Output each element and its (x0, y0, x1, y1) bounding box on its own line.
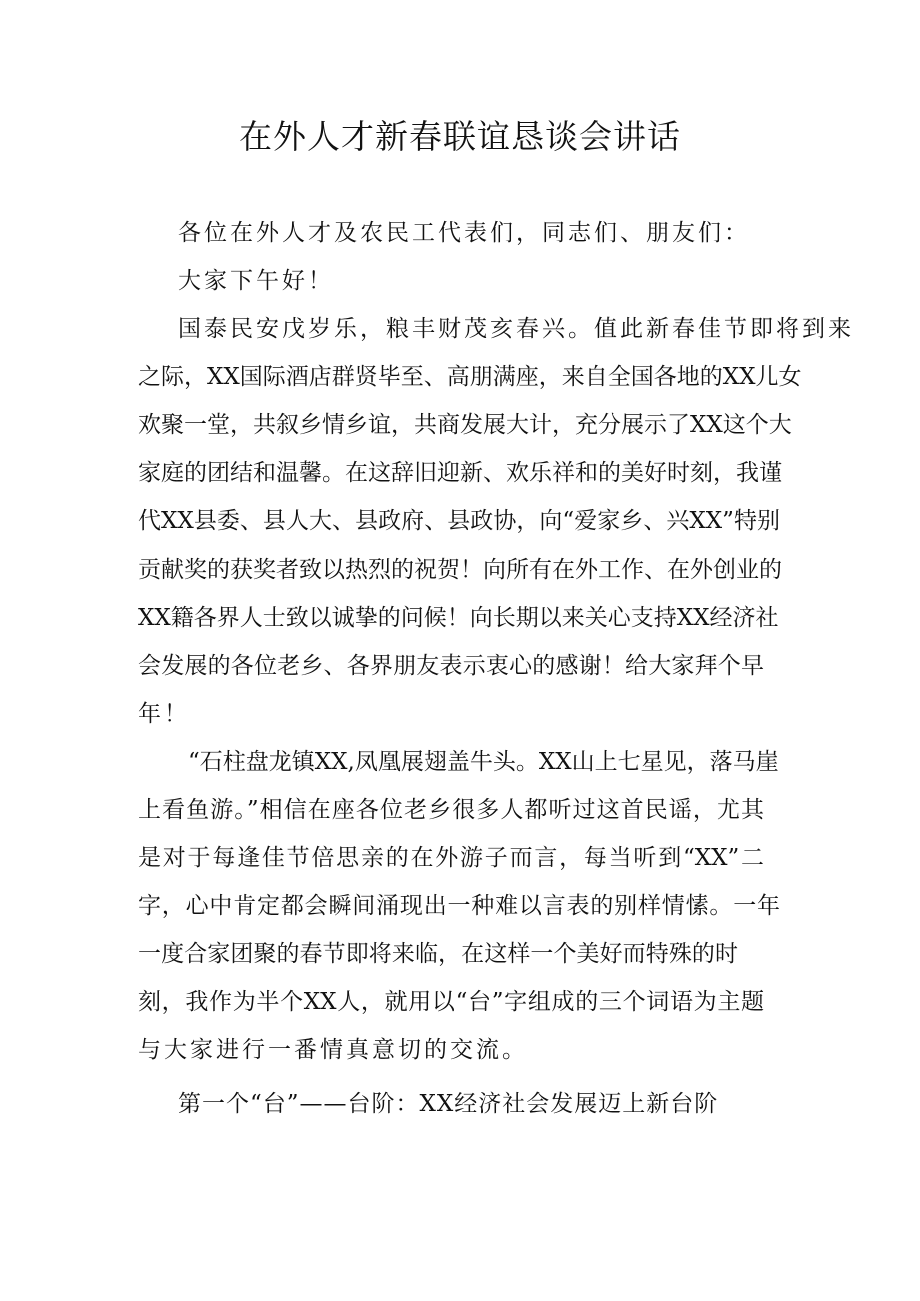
paragraph-2-line: 刻，我作为半个XX人，就用以“台”字组成的三个词语为主题 (138, 989, 764, 1015)
paragraph-1-line: 欢聚一堂，共叙乡情乡谊，共商发展大计，充分展示了XX这个大 (138, 412, 792, 438)
greeting-line: 各位在外人才及农民工代表们，同志们、朋友们： (178, 220, 750, 246)
section-heading: 第一个“台”——台阶：XX经济社会发展迈上新台阶 (178, 1091, 719, 1117)
document-title: 在外人才新春联谊恳谈会讲话 (239, 117, 681, 156)
paragraph-2-line: “石柱盘龙镇XX,凤凰展翅盖牛头。XX山上七星见，落马崖 (188, 749, 779, 775)
paragraph-1-line: 年！ (138, 701, 190, 727)
paragraph-2-line: 一度合家团聚的春节即将来临，在这样一个美好而特殊的时 (138, 941, 738, 967)
paragraph-1-line: 代XX县委、县人大、县政府、县政协，向“爱家乡、兴XX”特别 (138, 508, 780, 534)
paragraph-1-line: 国泰民安戊岁乐，粮丰财茂亥春兴。值此新春佳节即将到来 (178, 316, 854, 342)
paragraph-1-line: 贡献奖的获奖者致以热烈的祝贺！向所有在外工作、在外创业的 (138, 557, 782, 583)
paragraph-1-line: 会发展的各位老乡、各界朋友表示衷心的感谢！给大家拜个早 (138, 653, 764, 679)
salutation-line: 大家下午好！ (178, 268, 334, 294)
paragraph-1-line: XX籍各界人士致以诚挚的问候！向长期以来关心支持XX经济社 (138, 605, 779, 631)
paragraph-1-line: 之际，XX国际酒店群贤毕至、高朋满座，来自全国各地的XX儿女 (138, 364, 802, 390)
paragraph-2-line: 是对于每逢佳节倍思亲的在外游子而言，每当听到“XX”二 (138, 845, 764, 871)
paragraph-1-line: 家庭的团结和温馨。在这辞旧迎新、欢乐祥和的美好时刻，我谨 (138, 460, 782, 486)
paragraph-2-line: 上看鱼游。”相信在座各位老乡很多人都听过这首民谣，尤其 (138, 797, 764, 823)
paragraph-2-line: 与大家进行一番情真意切的交流。 (138, 1037, 528, 1063)
paragraph-2-line: 字，心中肯定都会瞬间涌现出一种难以言表的别样情愫。一年 (138, 893, 780, 919)
